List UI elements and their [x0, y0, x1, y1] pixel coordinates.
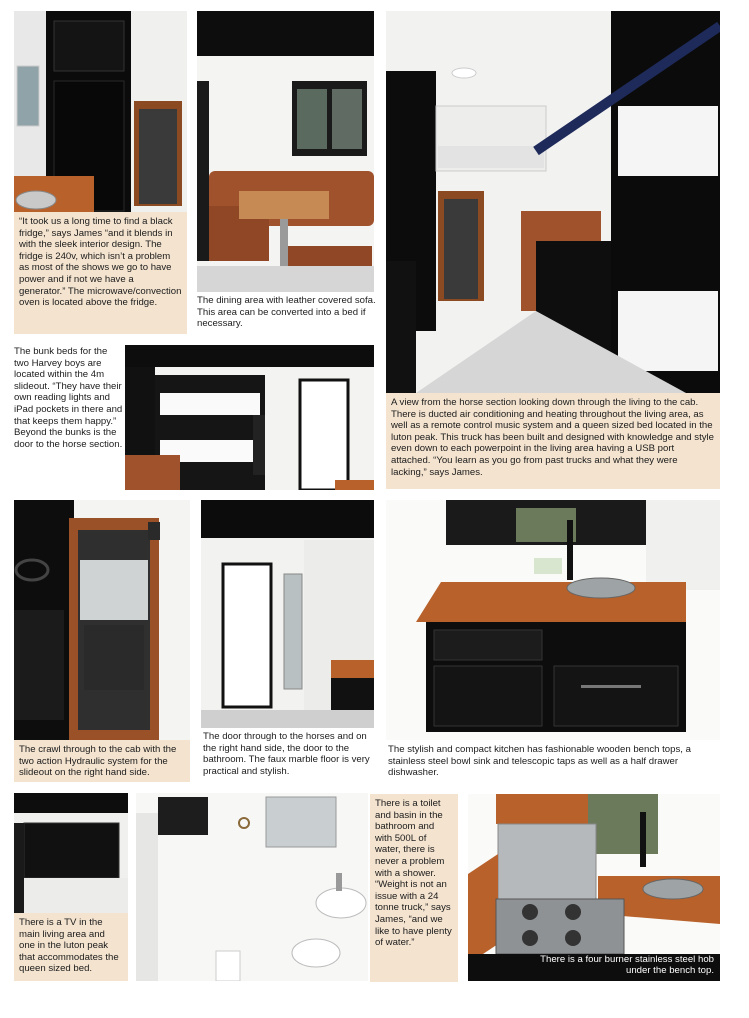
caption-living-view: A view from the horse section looking down through the living to the cab. There is ducted air conditioning and heating throughout the living area, as well as a remote control music system and a queen sized bed located in the luton peak. This truck has been built and designed with knowledge and style even down to each powerpoint in the living area having a USB port attached. “You learn as you go from past trucks and what they were lacking,” says James. [386, 393, 720, 489]
photo-crawl-through [14, 500, 190, 740]
caption-crawl-through: The crawl through to the cab with the two action Hydraulic system for the slideout on the right hand side. [14, 740, 190, 782]
caption-tv: There is a TV in the main living area and one in the luton peak that accommodates the queen sized bed. [14, 913, 128, 981]
photo-dining [197, 11, 374, 292]
photo-bathroom [136, 793, 368, 981]
photo-tv [14, 793, 128, 913]
photo-bunks [125, 345, 374, 490]
caption-kitchen: The stylish and compact kitchen has fashionable wooden bench tops, a stainless steel bowl sink and telescopic taps as well as a half drawer dishwasher. [388, 744, 723, 784]
photo-fridge [14, 11, 187, 214]
caption-hob: There is a four burner stainless steel hob under the bench top. [540, 953, 714, 977]
caption-fridge: “It took us a long time to find a black fridge,” says James “and it blends in with the sleek interior design. The fridge is 240v, which isn’t a problem as most of the shows we go to have power and if not we have a generator.” The microwave/convection oven is located above the fridge. [14, 212, 187, 334]
caption-toilet: There is a toilet and basin in the bathroom and with 500L of water, there is never a problem with a shower. “Weight is not an issue with a 24 tonne truck,” says James, “and we like to have plenty of water.” [370, 794, 458, 982]
caption-dining: The dining area with leather covered sofa. This area can be converted into a bed if necessary. [197, 295, 377, 335]
photo-hob [468, 794, 720, 981]
photo-door-horses [201, 500, 374, 728]
photo-living-view [386, 11, 720, 393]
caption-bunks: The bunk beds for the two Harvey boys are located within the 4m slideout. “They have their own reading lights and iPad pockets in there and that keeps them happy.” Beyond the bunks is the door to the horse section. [14, 346, 124, 489]
caption-door-horses: The door through to the horses and on the right hand side, the door to the bathroom. The faux marble floor is very practical and stylish. [203, 731, 378, 783]
photo-kitchen [386, 500, 720, 740]
